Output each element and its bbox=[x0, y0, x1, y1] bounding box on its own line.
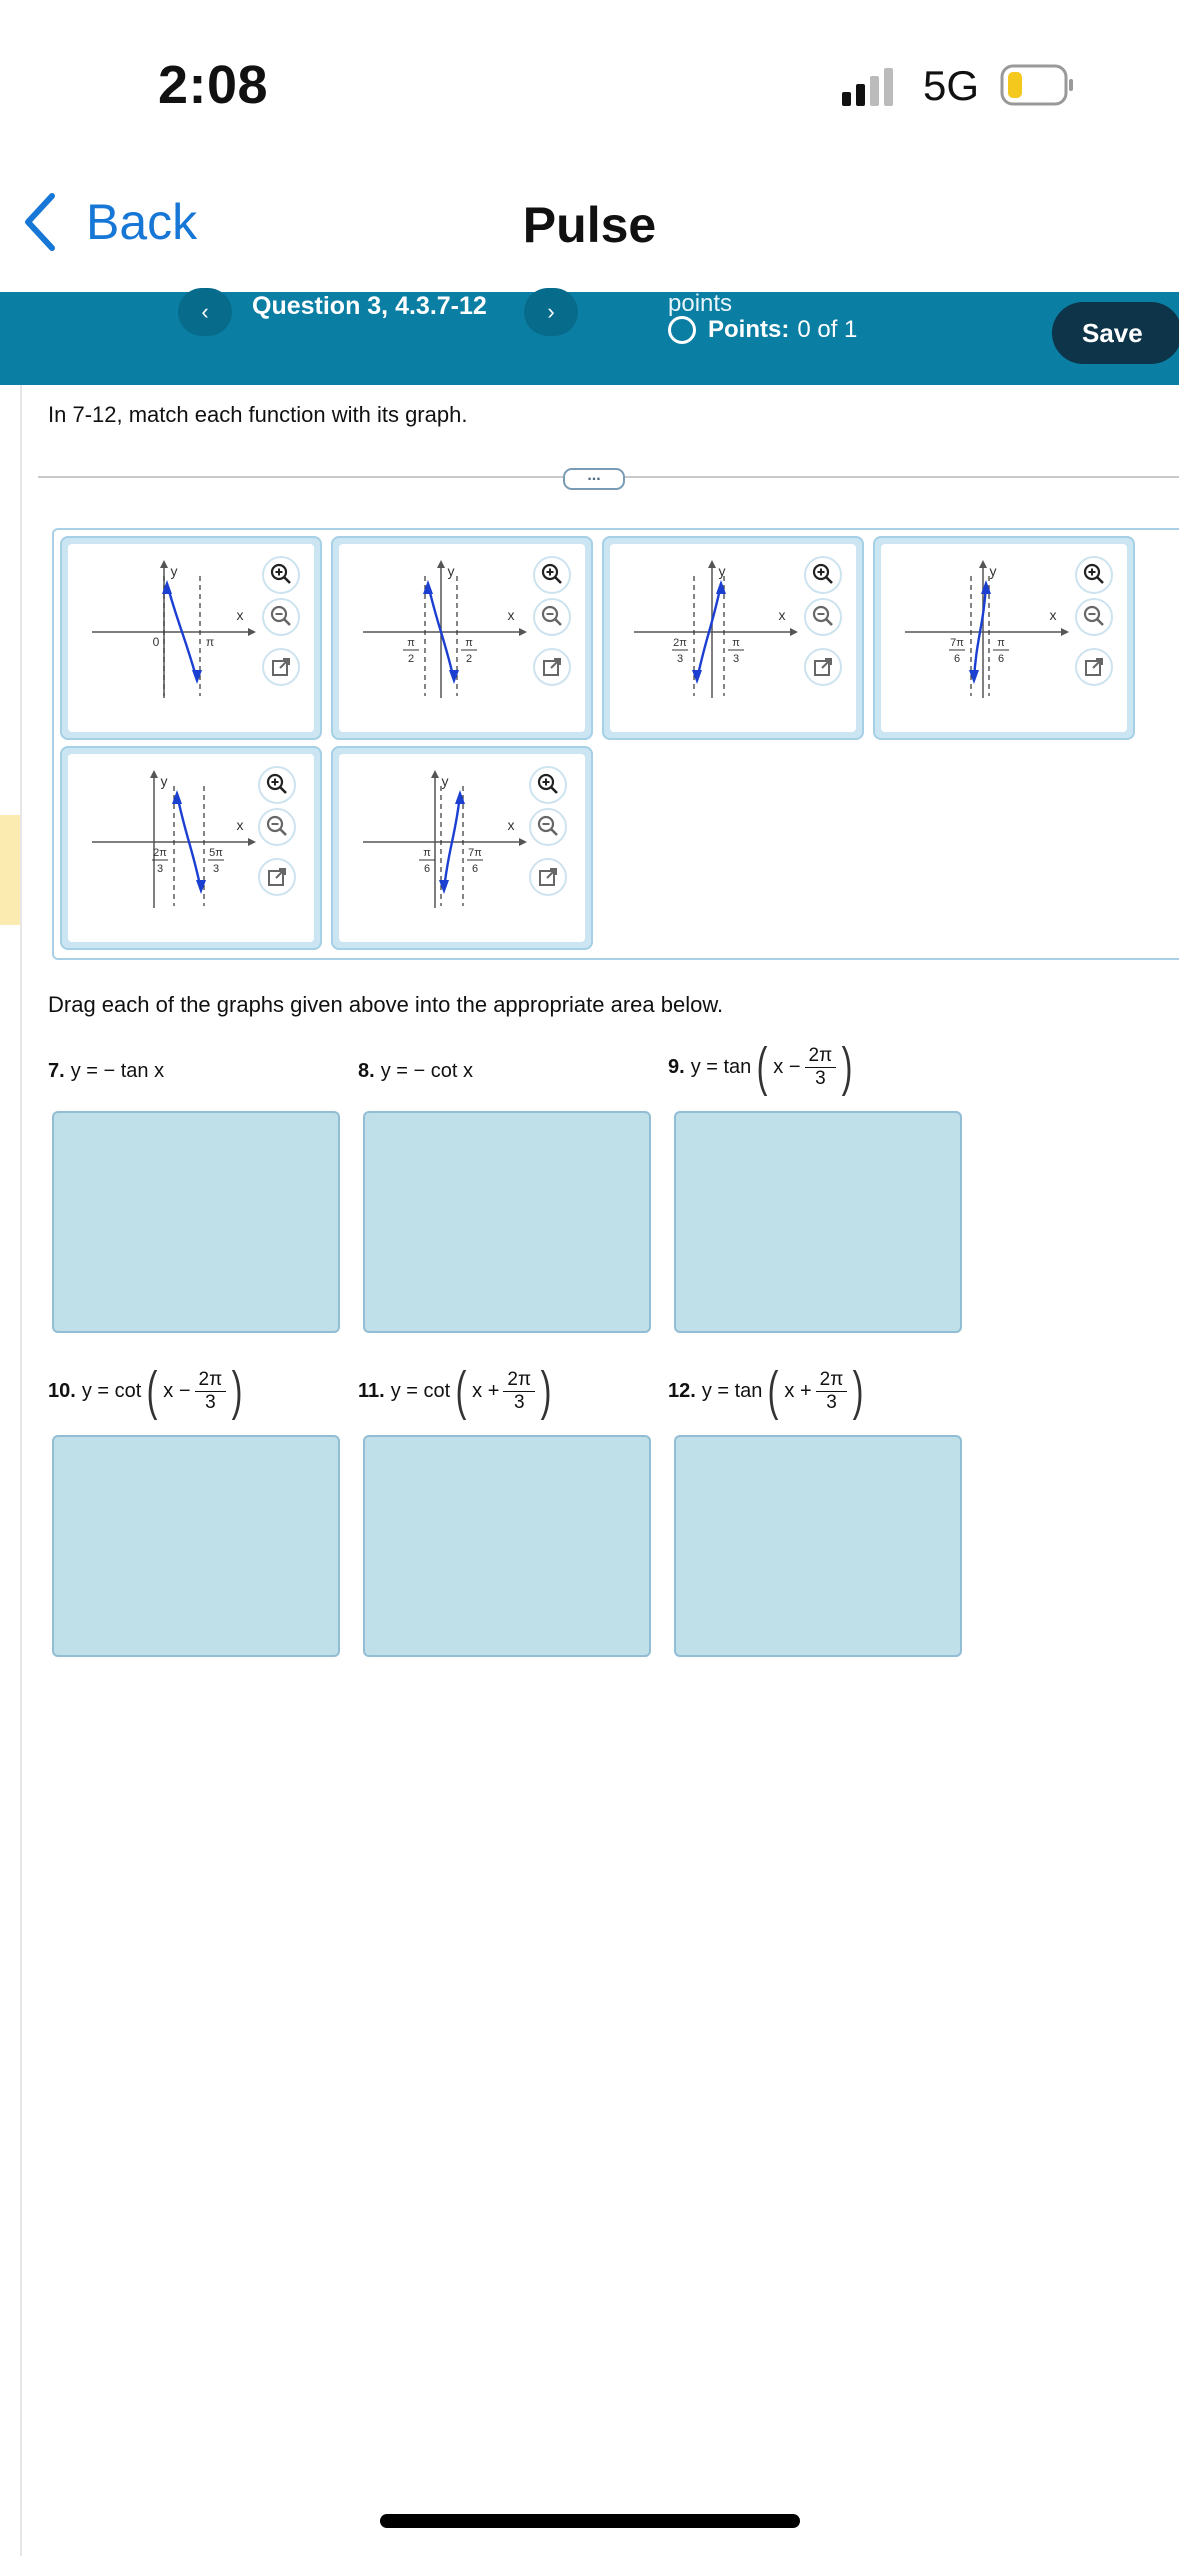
problem-number: 7. bbox=[48, 1060, 65, 1082]
x-axis-arrow bbox=[248, 628, 256, 636]
fraction-numerator: 2π bbox=[503, 1369, 535, 1392]
x-axis-label: x bbox=[1049, 607, 1057, 623]
open-in-new-icon bbox=[535, 650, 569, 684]
zoom-out-icon bbox=[531, 810, 565, 844]
fraction-numerator: 2π bbox=[816, 1369, 848, 1392]
signal-icon bbox=[842, 68, 900, 108]
open-in-new-button[interactable] bbox=[258, 858, 296, 896]
open-in-new-icon bbox=[806, 650, 840, 684]
fraction-numerator: 2π bbox=[805, 1045, 837, 1068]
y-axis-arrow bbox=[708, 560, 716, 568]
circle-icon bbox=[668, 316, 696, 344]
open-in-new-icon bbox=[531, 860, 565, 894]
instruction-text: In 7-12, match each function with its graph. bbox=[48, 402, 468, 427]
problem-function: y = tan bbox=[690, 1055, 752, 1078]
graph-plot bbox=[875, 538, 1075, 726]
tick-label-numerator: 7π bbox=[468, 847, 482, 859]
question-header bbox=[0, 292, 1179, 385]
problem-argument: x − bbox=[773, 1055, 801, 1078]
points-status bbox=[668, 316, 857, 344]
tick-label: 0 bbox=[152, 635, 160, 649]
zoom-out-button[interactable] bbox=[1075, 598, 1113, 636]
open-in-new-button[interactable] bbox=[804, 648, 842, 686]
graph-plot bbox=[62, 748, 262, 936]
drag-instruction: Drag each of the graphs given above into the appropriate area below. bbox=[48, 992, 724, 1017]
x-axis-arrow bbox=[790, 628, 798, 636]
fraction-denominator: 3 bbox=[826, 1391, 837, 1413]
zoom-in-button[interactable] bbox=[529, 766, 567, 804]
back-label: Back bbox=[86, 194, 198, 250]
y-axis-label: y bbox=[989, 563, 997, 579]
graph-plot bbox=[333, 538, 533, 726]
graph-tile[interactable] bbox=[331, 536, 593, 740]
tick-label-numerator: π bbox=[465, 637, 473, 649]
network-label: 5G bbox=[923, 62, 980, 109]
problem-7 bbox=[48, 1060, 164, 1083]
y-axis-label: y bbox=[718, 563, 726, 579]
next-question-button[interactable] bbox=[524, 288, 578, 336]
zoom-out-icon bbox=[264, 600, 298, 634]
fraction bbox=[816, 1369, 848, 1414]
problem-function: y = − cot x bbox=[380, 1060, 473, 1082]
tick-label-denominator: 3 bbox=[156, 863, 164, 875]
y-axis-arrow bbox=[150, 770, 158, 778]
left-paren: ( bbox=[146, 1361, 158, 1421]
problem-9 bbox=[668, 1037, 858, 1097]
tick-label-denominator: 6 bbox=[953, 653, 961, 665]
problem-argument: x + bbox=[472, 1379, 500, 1402]
x-axis-arrow bbox=[519, 628, 527, 636]
drop-zone-8[interactable] bbox=[363, 1111, 651, 1333]
tick-label-numerator: 7π bbox=[950, 637, 964, 649]
question-title: Question 3, 4.3.7-12 bbox=[252, 292, 487, 320]
right-paren: ) bbox=[540, 1361, 552, 1421]
home-indicator bbox=[380, 2514, 800, 2528]
tick-label-denominator: 6 bbox=[471, 863, 479, 875]
tick-label-numerator: π bbox=[407, 637, 415, 649]
y-axis-arrow bbox=[437, 560, 445, 568]
zoom-in-icon bbox=[806, 558, 840, 592]
prev-question-button[interactable] bbox=[178, 288, 232, 336]
zoom-in-icon bbox=[1077, 558, 1111, 592]
problem-number: 10. bbox=[48, 1379, 76, 1402]
y-axis-arrow bbox=[979, 560, 987, 568]
y-axis-label: y bbox=[441, 773, 449, 789]
points-label: points bbox=[668, 290, 733, 317]
left-paren: ( bbox=[768, 1361, 779, 1421]
zoom-in-button[interactable] bbox=[262, 556, 300, 594]
drop-zone-10[interactable] bbox=[52, 1435, 340, 1657]
y-axis-label: y bbox=[170, 563, 178, 579]
side-marker bbox=[0, 815, 20, 925]
zoom-out-icon bbox=[1077, 600, 1111, 634]
status-time: 2:08 bbox=[158, 55, 269, 115]
fraction bbox=[195, 1369, 227, 1414]
graph-tile[interactable] bbox=[331, 746, 593, 950]
fraction bbox=[503, 1369, 535, 1414]
left-paren: ( bbox=[455, 1361, 467, 1421]
graph-tile[interactable] bbox=[60, 746, 322, 950]
zoom-out-button[interactable] bbox=[262, 598, 300, 636]
problem-number: 12. bbox=[668, 1379, 696, 1402]
problem-number: 11. bbox=[358, 1379, 385, 1402]
tick-label-denominator: 6 bbox=[997, 653, 1005, 665]
zoom-in-button[interactable] bbox=[1075, 556, 1113, 594]
graph-plot bbox=[604, 538, 804, 726]
x-axis-arrow bbox=[1061, 628, 1069, 636]
tick-label-numerator: 2π bbox=[673, 637, 687, 649]
problem-argument: x − bbox=[163, 1379, 191, 1402]
tick-label-denominator: 2 bbox=[465, 653, 473, 665]
zoom-out-icon bbox=[806, 600, 840, 634]
open-in-new-button[interactable] bbox=[533, 648, 571, 686]
open-in-new-icon bbox=[1077, 650, 1111, 684]
zoom-out-icon bbox=[535, 600, 569, 634]
problem-11 bbox=[358, 1361, 557, 1421]
open-in-new-icon bbox=[264, 650, 298, 684]
tick-label-denominator: 3 bbox=[212, 863, 220, 875]
problem-number: 8. bbox=[358, 1060, 375, 1082]
right-paren: ) bbox=[841, 1037, 853, 1097]
zoom-in-button[interactable] bbox=[258, 766, 296, 804]
tick-label-denominator: 3 bbox=[732, 653, 740, 665]
open-in-new-button[interactable] bbox=[262, 648, 300, 686]
open-in-new-button[interactable] bbox=[529, 858, 567, 896]
tick-label-denominator: 3 bbox=[676, 653, 684, 665]
graph-plot bbox=[333, 748, 533, 936]
tick-label-numerator: 2π bbox=[153, 847, 167, 859]
tick-label-numerator: π bbox=[423, 847, 431, 859]
zoom-out-button[interactable] bbox=[258, 808, 296, 846]
right-paren: ) bbox=[852, 1361, 864, 1421]
x-axis-label: x bbox=[507, 607, 515, 623]
graph-tile[interactable] bbox=[873, 536, 1135, 740]
zoom-in-icon bbox=[260, 768, 294, 802]
problem-function: y = cot bbox=[81, 1379, 142, 1402]
fraction-denominator: 3 bbox=[205, 1391, 216, 1413]
zoom-in-button[interactable] bbox=[804, 556, 842, 594]
save-button[interactable]: Save bbox=[1052, 302, 1179, 364]
y-axis-label: y bbox=[160, 773, 168, 789]
tick-label-numerator: π bbox=[732, 637, 740, 649]
zoom-in-icon bbox=[264, 558, 298, 592]
problem-12 bbox=[668, 1361, 869, 1421]
problem-function: y = tan bbox=[701, 1379, 763, 1402]
y-axis-arrow bbox=[431, 770, 439, 778]
tick-label-numerator: π bbox=[997, 637, 1005, 649]
zoom-out-button[interactable] bbox=[529, 808, 567, 846]
x-axis-label: x bbox=[236, 607, 244, 623]
fraction-denominator: 3 bbox=[513, 1391, 525, 1413]
problem-function: y = cot bbox=[390, 1379, 451, 1402]
chevron-left-icon: ‹ bbox=[201, 299, 209, 324]
problem-10 bbox=[48, 1361, 248, 1421]
x-axis-arrow bbox=[519, 838, 527, 846]
tick-label: π bbox=[205, 635, 215, 649]
drop-zone-11[interactable] bbox=[363, 1435, 651, 1657]
battery-icon bbox=[1000, 64, 1076, 106]
x-axis-arrow bbox=[248, 838, 256, 846]
graph-tile[interactable] bbox=[602, 536, 864, 740]
problem-8 bbox=[358, 1060, 473, 1083]
points-key: Points: bbox=[708, 316, 790, 343]
x-axis-label: x bbox=[778, 607, 786, 623]
x-axis-label: x bbox=[236, 817, 244, 833]
drop-zone-12[interactable] bbox=[674, 1435, 962, 1657]
drop-zone-9[interactable] bbox=[674, 1111, 962, 1333]
zoom-out-button[interactable] bbox=[804, 598, 842, 636]
zoom-in-button[interactable] bbox=[533, 556, 571, 594]
fraction-denominator: 3 bbox=[815, 1067, 826, 1089]
tick-label-numerator: 5π bbox=[209, 847, 223, 859]
points-value: 0 of 1 bbox=[797, 316, 858, 343]
divider bbox=[20, 385, 22, 2556]
x-axis-label: x bbox=[507, 817, 515, 833]
problem-number: 9. bbox=[668, 1055, 685, 1078]
zoom-out-button[interactable] bbox=[533, 598, 571, 636]
right-paren: ) bbox=[231, 1361, 243, 1421]
tick-label-denominator: 6 bbox=[423, 863, 431, 875]
zoom-in-icon bbox=[535, 558, 569, 592]
zoom-in-icon bbox=[531, 768, 565, 802]
graph-plot bbox=[62, 538, 262, 726]
open-in-new-button[interactable] bbox=[1075, 648, 1113, 686]
y-axis-label: y bbox=[447, 563, 455, 579]
zoom-out-icon bbox=[260, 810, 294, 844]
expand-ellipsis-button[interactable]: ... bbox=[563, 468, 625, 490]
problem-argument: x + bbox=[784, 1379, 812, 1402]
chevron-right-icon: › bbox=[547, 299, 555, 324]
drop-zone-7[interactable] bbox=[52, 1111, 340, 1333]
graph-tile[interactable] bbox=[60, 536, 322, 740]
problem-function: y = − tan x bbox=[70, 1060, 165, 1082]
fraction bbox=[805, 1045, 837, 1090]
open-in-new-icon bbox=[260, 860, 294, 894]
tick-label-denominator: 2 bbox=[407, 653, 415, 665]
fraction-numerator: 2π bbox=[195, 1369, 227, 1392]
left-paren: ( bbox=[756, 1037, 768, 1097]
y-axis-arrow bbox=[160, 560, 168, 568]
page-title: Pulse bbox=[522, 197, 657, 253]
